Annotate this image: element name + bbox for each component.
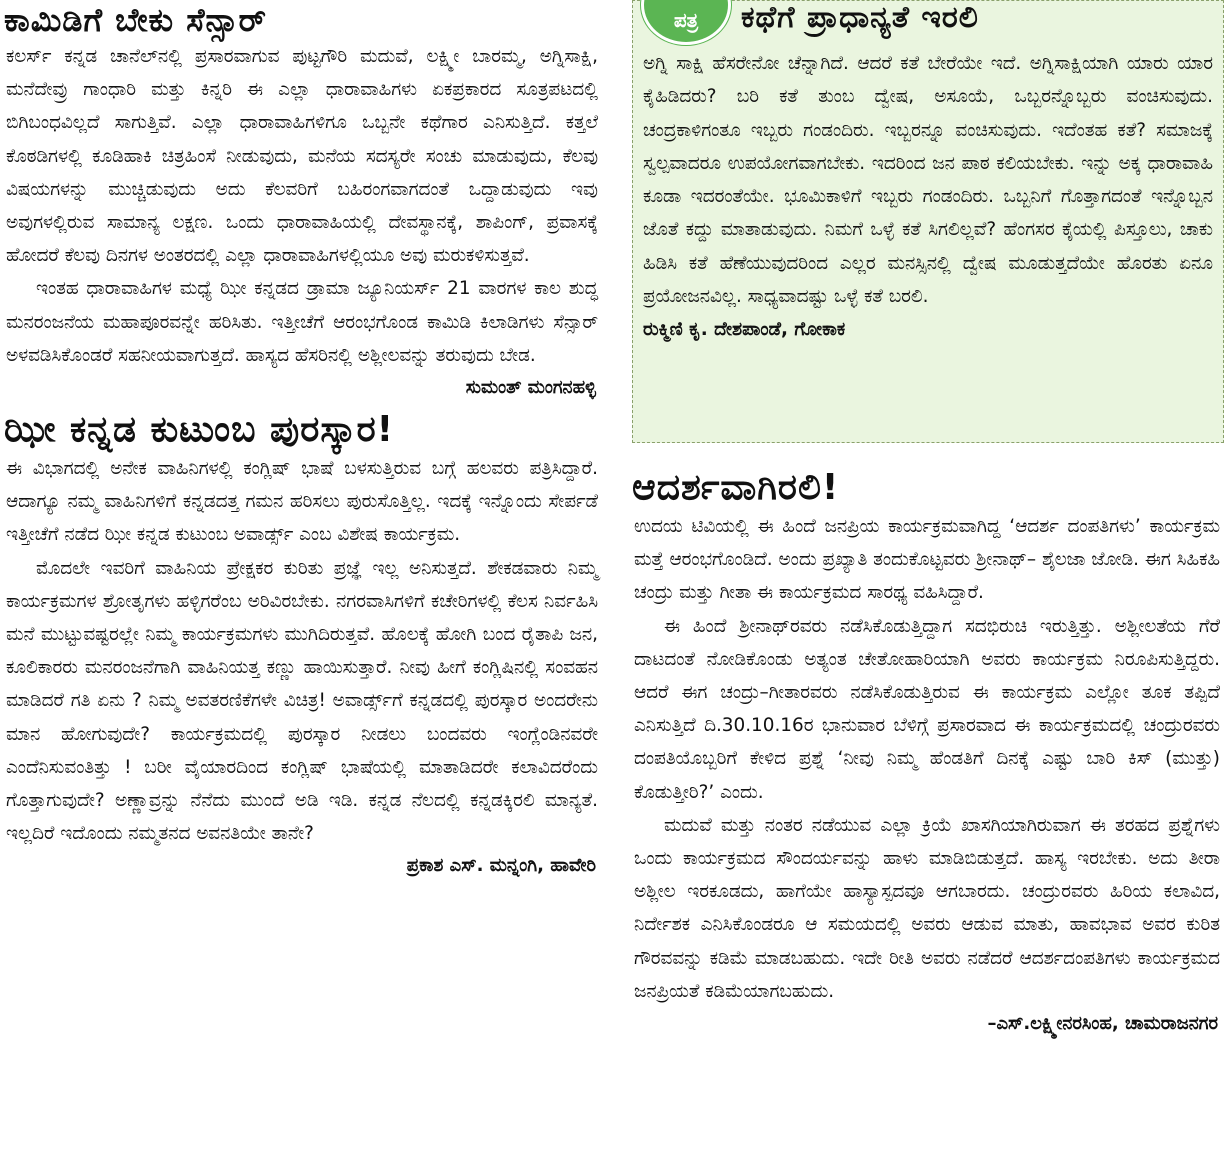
article-paragraph: ಕಲರ್ಸ್ ಕನ್ನಡ ಚಾನೆಲ್‌ನಲ್ಲಿ ಪ್ರಸಾರವಾಗುವ ಪುಟ್ಟಗೌರಿ ಮದುವೆ, ಲಕ್ಷ್ಮೀ ಬಾರಮ್ಮ, ಅಗ್ನಿಸಾಕ್ಷಿ, ಮನೆದೇವ್ರು ಗಾಂಧಾರಿ ಮತ್ತು ಕಿನ್ನರಿ ಈ ಎಲ್ಲಾ ಧಾರಾವಾಹಿಗಳು ಏಕಪ್ರಕಾರದ ಸೂತ್ರಪಟದಲ್ಲಿ ಬಿಗಿಬಂಧವಿಲ್ಲದೆ ಸಾಗುತ್ತಿವೆ. ಎಲ್ಲಾ ಧಾರಾವಾಹಿಗಳಿಗೂ ಒಬ್ಬನೇ ಕಥೆಗಾರ ಎನಿಸುತ್ತಿದೆ. ಕತ್ತಲೆ ಕೊಠಡಿಗಳಲ್ಲಿ ಕೂಡಿಹಾಕಿ ಚಿತ್ರಹಿಂಸೆ ನೀಡುವುದು, ಮನೆಯ ಸದಸ್ಯರೇ ಸಂಚು ಮಾಡುವುದು, ಕೆಲವು ವಿಷಯಗಳನ್ನು ಮುಚ್ಚಿಡುವುದು ಅದು ಕೆಲವರಿಗೆ ಬಹಿರಂಗವಾಗದಂತೆ ಒದ್ದಾಡುವುದು ಇವು ಅವುಗಳಲ್ಲಿರುವ ಸಾಮಾನ್ಯ ಲಕ್ಷಣ. ಒಂದು ಧಾರಾವಾಹಿಯಲ್ಲಿ ದೇವಸ್ಥಾನಕ್ಕೆ, ಶಾಪಿಂಗ್, ಪ್ರವಾಸಕ್ಕೆ ಹೋದರೆ ಕೆಲವು ದಿನಗಳ ಅಂತರದಲ್ಲಿ ಎಲ್ಲಾ ಧಾರಾವಾಹಿಗಳಲ್ಲಿಯೂ ಅವು ಮರುಕಳಿಸುತ್ತವೆ. [6,46,598,267]
article-signature: ಪ್ರಕಾಶ ಎಸ್. ಮನ್ನಂಗಿ, ಹಾವೇರಿ [406,855,596,877]
letter-signature: ರುಕ್ಮಿಣಿ ಕೃ. ದೇಶಪಾಂಡೆ, ಗೋಕಾಕ [643,319,846,341]
letter-paragraph: ಅಗ್ನಿ ಸಾಕ್ಷಿ ಹೆಸರೇನೋ ಚೆನ್ನಾಗಿದೆ. ಆದರೆ ಕತೆ ಬೇರೆಯೇ ಇದೆ. ಅಗ್ನಿಸಾಕ್ಷಿಯಾಗಿ ಯಾರು ಯಾರ ಕೈಹಿಡಿದರು? ಬರಿ ಕತೆ ತುಂಬ ದ್ವೇಷ, ಅಸೂಯೆ, ಒಬ್ಬರನ್ನೊಬ್ಬರು ವಂಚಿಸುವುದು. ಚಂದ್ರಕಾಳಿಗಂತೂ ಇಬ್ಬರು ಗಂಡಂದಿರು. ಇಬ್ಬರನ್ನೂ ವಂಚಿಸುವುದು. ಇದೆಂತಹ ಕತೆ? ಸಮಾಜಕ್ಕೆ ಸ್ವಲ್ಪವಾದರೂ ಉಪಯೋಗವಾಗಬೇಕು. ಇದರಿಂದ ಜನ ಪಾಠ ಕಲಿಯಬೇಕು. ಇನ್ನು ಅಕ್ಕ ಧಾರಾವಾಹಿ ಕೂಡಾ ಇದರಂತೆಯೇ. ಭೂಮಿಕಾಳಿಗೆ ಇಬ್ಬರು ಗಂಡಂದಿರು. ಒಬ್ಬನಿಗೆ ಗೊತ್ತಾಗದಂತೆ ಇನ್ನೊಬ್ಬನ ಜೊತೆ ಕದ್ದು ಮಾತಾಡುವುದು. ನಿಮಗೆ ಒಳ್ಳೆ ಕತೆ ಸಿಗಲಿಲ್ಲವೆ? ಹೆಂಗಸರ ಕೈಯಲ್ಲಿ ಪಿಸ್ತೂಲು, ಚಾಕು ಹಿಡಿಸಿ ಕತೆ ಹೆಣೆಯುವುದರಿಂದ ಎಲ್ಲರ ಮನಸ್ಸಿನಲ್ಲಿ ದ್ವೇಷ ಮೂಡುತ್ತದೆಯೇ ಹೊರತು ಏನೂ ಪ್ರಯೋಜನವಿಲ್ಲ. ಸಾಧ್ಯವಾದಷ್ಟು ಒಳ್ಳೆ ಕತೆ ಬರಲಿ. [643,53,1213,308]
article-signature: ಸುಮಂತ್ ಮಂಗನಹಳ್ಳಿ [465,377,596,399]
article-title: ಕಾಮಿಡಿಗೆ ಬೇಕು ಸೆನ್ಸಾರ್ [4,1,267,39]
article-adarsha [628,466,1226,1040]
article-paragraph: ಇಂತಹ ಧಾರಾವಾಹಿಗಳ ಮಧ್ಯೆ ಝೀ ಕನ್ನಡದ ಡ್ರಾಮಾ ಜ್ಯೂನಿಯರ್ಸ್ 21 ವಾರಗಳ ಕಾಲ ಶುದ್ಧ ಮನರಂಜನೆಯ ಮಹಾಪೂರವನ್ನೇ ಹರಿಸಿತು. ಇತ್ತೀಚೆಗೆ ಆರಂಭಗೊಂಡ ಕಾಮಿಡಿ ಕಿಲಾಡಿಗಳು ಸೆನ್ಸಾರ್ ಅಳವಡಿಸಿಕೊಂಡರೆ ಸಹನೀಯವಾಗುತ್ತದೆ. ಹಾಸ್ಯದ ಹೆಸರಿನಲ್ಲಿ ಅಶ್ಲೀಲವನ್ನು ತರುವುದು ಬೇಡ. [6,278,598,366]
article-title: ಆದರ್ಶವಾಗಿರಲಿ! [632,467,840,508]
article-body [0,40,604,372]
article-body [0,452,604,850]
article-paragraph: ಈ ಹಿಂದೆ ಶ್ರೀನಾಥ್‌ರವರು ನಡೆಸಿಕೊಡುತ್ತಿದ್ದಾಗ ಸದಭಿರುಚಿ ಇರುತ್ತಿತ್ತು. ಅಶ್ಲೀಲತೆಯ ಗೆರೆ ದಾಟದಂತೆ ನೋಡಿಕೊಂಡು ಅತ್ಯಂತ ಚೇತೋಹಾರಿಯಾಗಿ ಅವರು ಕಾರ್ಯಕ್ರಮ ನಿರೂಪಿಸುತ್ತಿದ್ದರು. ಆದರೆ ಈಗ ಚಂದ್ರು–ಗೀತಾರವರು ನಡೆಸಿಕೊಡುತ್ತಿರುವ ಈ ಕಾರ್ಯಕ್ರಮ ಎಲ್ಲೋ ತೂಕ ತಪ್ಪಿದೆ ಎನಿಸುತ್ತಿದೆ ದಿ.30.10.16ರ ಭಾನುವಾರ ಬೆಳಿಗ್ಗೆ ಪ್ರಸಾರವಾದ ಈ ಕಾರ್ಯಕ್ರಮದಲ್ಲಿ ಚಂದ್ರುರವರು ದಂಪತಿಯೊಬ್ಬರಿಗೆ ಕೇಳಿದ ಪ್ರಶ್ನೆ ‘ನೀವು ನಿಮ್ಮ ಹೆಂಡತಿಗೆ ದಿನಕ್ಕೆ ಎಷ್ಟು ಬಾರಿ ಕಿಸ್ (ಮುತ್ತು) ಕೊಡುತ್ತೀರಿ?’ ಎಂದು. [634,615,1220,803]
article-signature: –ಎಸ್.ಲಕ್ಷ್ಮೀನರಸಿಂಹ, ಚಾಮರಾಜನಗರ [987,1013,1218,1035]
article-paragraph: ಮೊದಲೇ ಇವರಿಗೆ ವಾಹಿನಿಯ ಪ್ರೇಕ್ಷಕರ ಕುರಿತು ಪ್ರಜ್ಞೆ ಇಲ್ಲ ಅನಿಸುತ್ತದೆ. ಶೇಕಡವಾರು ನಿಮ್ಮ ಕಾರ್ಯಕ್ರಮಗಳ ಶ್ರೋತೃಗಳು ಹಳ್ಳಿಗರೆಂಬ ಅರಿವಿರಬೇಕು. ನಗರವಾಸಿಗಳಿಗೆ ಕಚೇರಿಗಳಲ್ಲಿ ಕೆಲಸ ನಿರ್ವಹಿಸಿ ಮನೆ ಮುಟ್ಟುವಷ್ಟರಲ್ಲೇ ನಿಮ್ಮ ಕಾರ್ಯಕ್ರಮಗಳು ಮುಗಿದಿರುತ್ತವೆ. ಹೊಲಕ್ಕೆ ಹೋಗಿ ಬಂದ ರೈತಾಪಿ ಜನ, ಕೂಲಿಕಾರರು ಮನರಂಜನೆಗಾಗಿ ವಾಹಿನಿಯತ್ತ ಕಣ್ಣು ಹಾಯಿಸುತ್ತಾರೆ. ನೀವು ಹೀಗೆ ಕಂಗ್ಲಿಷಿನಲ್ಲಿ ಸಂವಹನ ಮಾಡಿದರೆ ಗತಿ ಏನು ? ನಿಮ್ಮ ಅವತರಣಿಕೆಗಳೇ ವಿಚಿತ್ರ! ಅವಾರ್ಡ್ಸ್‌ಗೆ ಕನ್ನಡದಲ್ಲಿ ಪುರಸ್ಕಾರ ಅಂದರೇನು ಮಾನ ಹೋಗುವುದೇ? ಕಾರ್ಯಕ್ರಮದಲ್ಲಿ ಪುರಸ್ಕಾರ ನೀಡಲು ಬಂದವರು ಇಂಗ್ಲೆಂಡಿನವರೇ ಎಂದೆನಿಸುವಂತಿತ್ತು ! ಬರೀ ವೈಯಾರದಿಂದ ಕಂಗ್ಲಿಷ್ ಭಾಷೆಯಲ್ಲಿ ಮಾತಾಡಿದರೇ ಕಲಾವಿದರೆಂದು ಗೊತ್ತಾಗುವುದೇ? ಅಣ್ಣಾವ್ರನ್ನು ನೆನೆದು ಮುಂದೆ ಅಡಿ ಇಡಿ. ಕನ್ನಡ ನೆಲದಲ್ಲಿ ಕನ್ನಡಕ್ಕಿರಲಿ ಮಾನ್ಯತೆ. ಇಲ್ಲದಿರೆ ಇದೊಂದು ನಮ್ಮತನದ ಅವನತಿಯೇ ತಾನೇ? [6,557,598,845]
article-paragraph: ಉದಯ ಟಿವಿಯಲ್ಲಿ ಈ ಹಿಂದೆ ಜನಪ್ರಿಯ ಕಾರ್ಯಕ್ರಮವಾಗಿದ್ದ ‘ಆದರ್ಶ ದಂಪತಿಗಳು’ ಕಾರ್ಯಕ್ರಮ ಮತ್ತೆ ಆರಂಭಗೊಂಡಿದೆ. ಅಂದು ಪ್ರಖ್ಯಾತಿ ತಂದುಕೊಟ್ಟವರು ಶ್ರೀನಾಥ್– ಶೈಲಜಾ ಜೋಡಿ. ಈಗ ಸಿಹಿಕಹಿ ಚಂದ್ರು ಮತ್ತು ಗೀತಾ ಈ ಕಾರ್ಯಕ್ರಮದ ಸಾರಥ್ಯ ವಹಿಸಿದ್ದಾರೆ. [634,516,1220,604]
right-column [628,466,1226,1040]
article-paragraph: ಮದುವೆ ಮತ್ತು ನಂತರ ನಡೆಯುವ ಎಲ್ಲಾ ಕ್ರಿಯೆ ಖಾಸಗಿಯಾಗಿರುವಾಗ ಈ ತರಹದ ಪ್ರಶ್ನೆಗಳು ಒಂದು ಕಾರ್ಯಕ್ರಮದ ಸೌಂದರ್ಯವನ್ನು ಹಾಳು ಮಾಡಿಬಿಡುತ್ತದೆ. ಹಾಸ್ಯ ಇರಬೇಕು. ಅದು ತೀರಾ ಅಶ್ಲೀಲ ಇರಕೂಡದು, ಹಾಗೆಯೇ ಹಾಸ್ಯಾಸ್ಪದವೂ ಆಗಬಾರದು. ಚಂದ್ರುರವರು ಹಿರಿಯ ಕಲಾವಿದ, ನಿರ್ದೇಶಕ ಎನಿಸಿಕೊಂಡರೂ ಆ ಸಮಯದಲ್ಲಿ ಅವರು ಆಡುವ ಮಾತು, ಹಾವಭಾವ ಅವರ ಕುರಿತ ಗೌರವವನ್ನು ಕಡಿಮೆ ಮಾಡಬಹುದು. ಇದೇ ರೀತಿ ಅವರು ನಡೆದರೆ ಆದರ್ಶದಂಪತಿಗಳು ಕಾರ್ಯಕ್ರಮದ ಜನಪ್ರಿಯತೆ ಕಡಿಮೆಯಾಗಬಹುದು. [634,814,1220,1002]
article-paragraph: ಈ ವಿಭಾಗದಲ್ಲಿ ಅನೇಕ ವಾಹಿನಿಗಳಲ್ಲಿ ಕಂಗ್ಲಿಷ್ ಭಾಷೆ ಬಳಸುತ್ತಿರುವ ಬಗ್ಗೆ ಹಲವರು ಪತ್ರಿಸಿದ್ದಾರೆ. ಆದಾಗ್ಯೂ ನಮ್ಮ ವಾಹಿನಿಗಳಿಗೆ ಕನ್ನಡದತ್ತ ಗಮನ ಹರಿಸಲು ಪುರುಸೊತ್ತಿಲ್ಲ. ಇದಕ್ಕೆ ಇನ್ನೊಂದು ಸೇರ್ಪಡೆ ಇತ್ತೀಚೆಗೆ ನಡೆದ ಝೀ ಕನ್ನಡ ಕುಟುಂಬ ಅವಾರ್ಡ್ಸ್ ಎಂಬ ವಿಶೇಷ ಕಾರ್ಯಕ್ರಮ. [6,458,598,546]
article-body [628,510,1226,1008]
letter-box-header [633,1,1223,47]
article-title: ಝೀ ಕನ್ನಡ ಕುಟುಂಬ ಪುರಸ್ಕಾರ! [4,409,395,451]
article-zee-awards [0,408,604,882]
left-column [0,0,604,882]
article-comedy-censor [0,0,604,404]
letter-badge [641,0,731,45]
letter-box-body [633,47,1223,347]
letter-badge-text: ಪತ್ರ [673,8,699,32]
letter-box [632,0,1224,443]
letter-box-title: ಕಥೆಗೆ ಪ್ರಾಧಾನ್ಯತೆ ಇರಲಿ [741,0,979,35]
